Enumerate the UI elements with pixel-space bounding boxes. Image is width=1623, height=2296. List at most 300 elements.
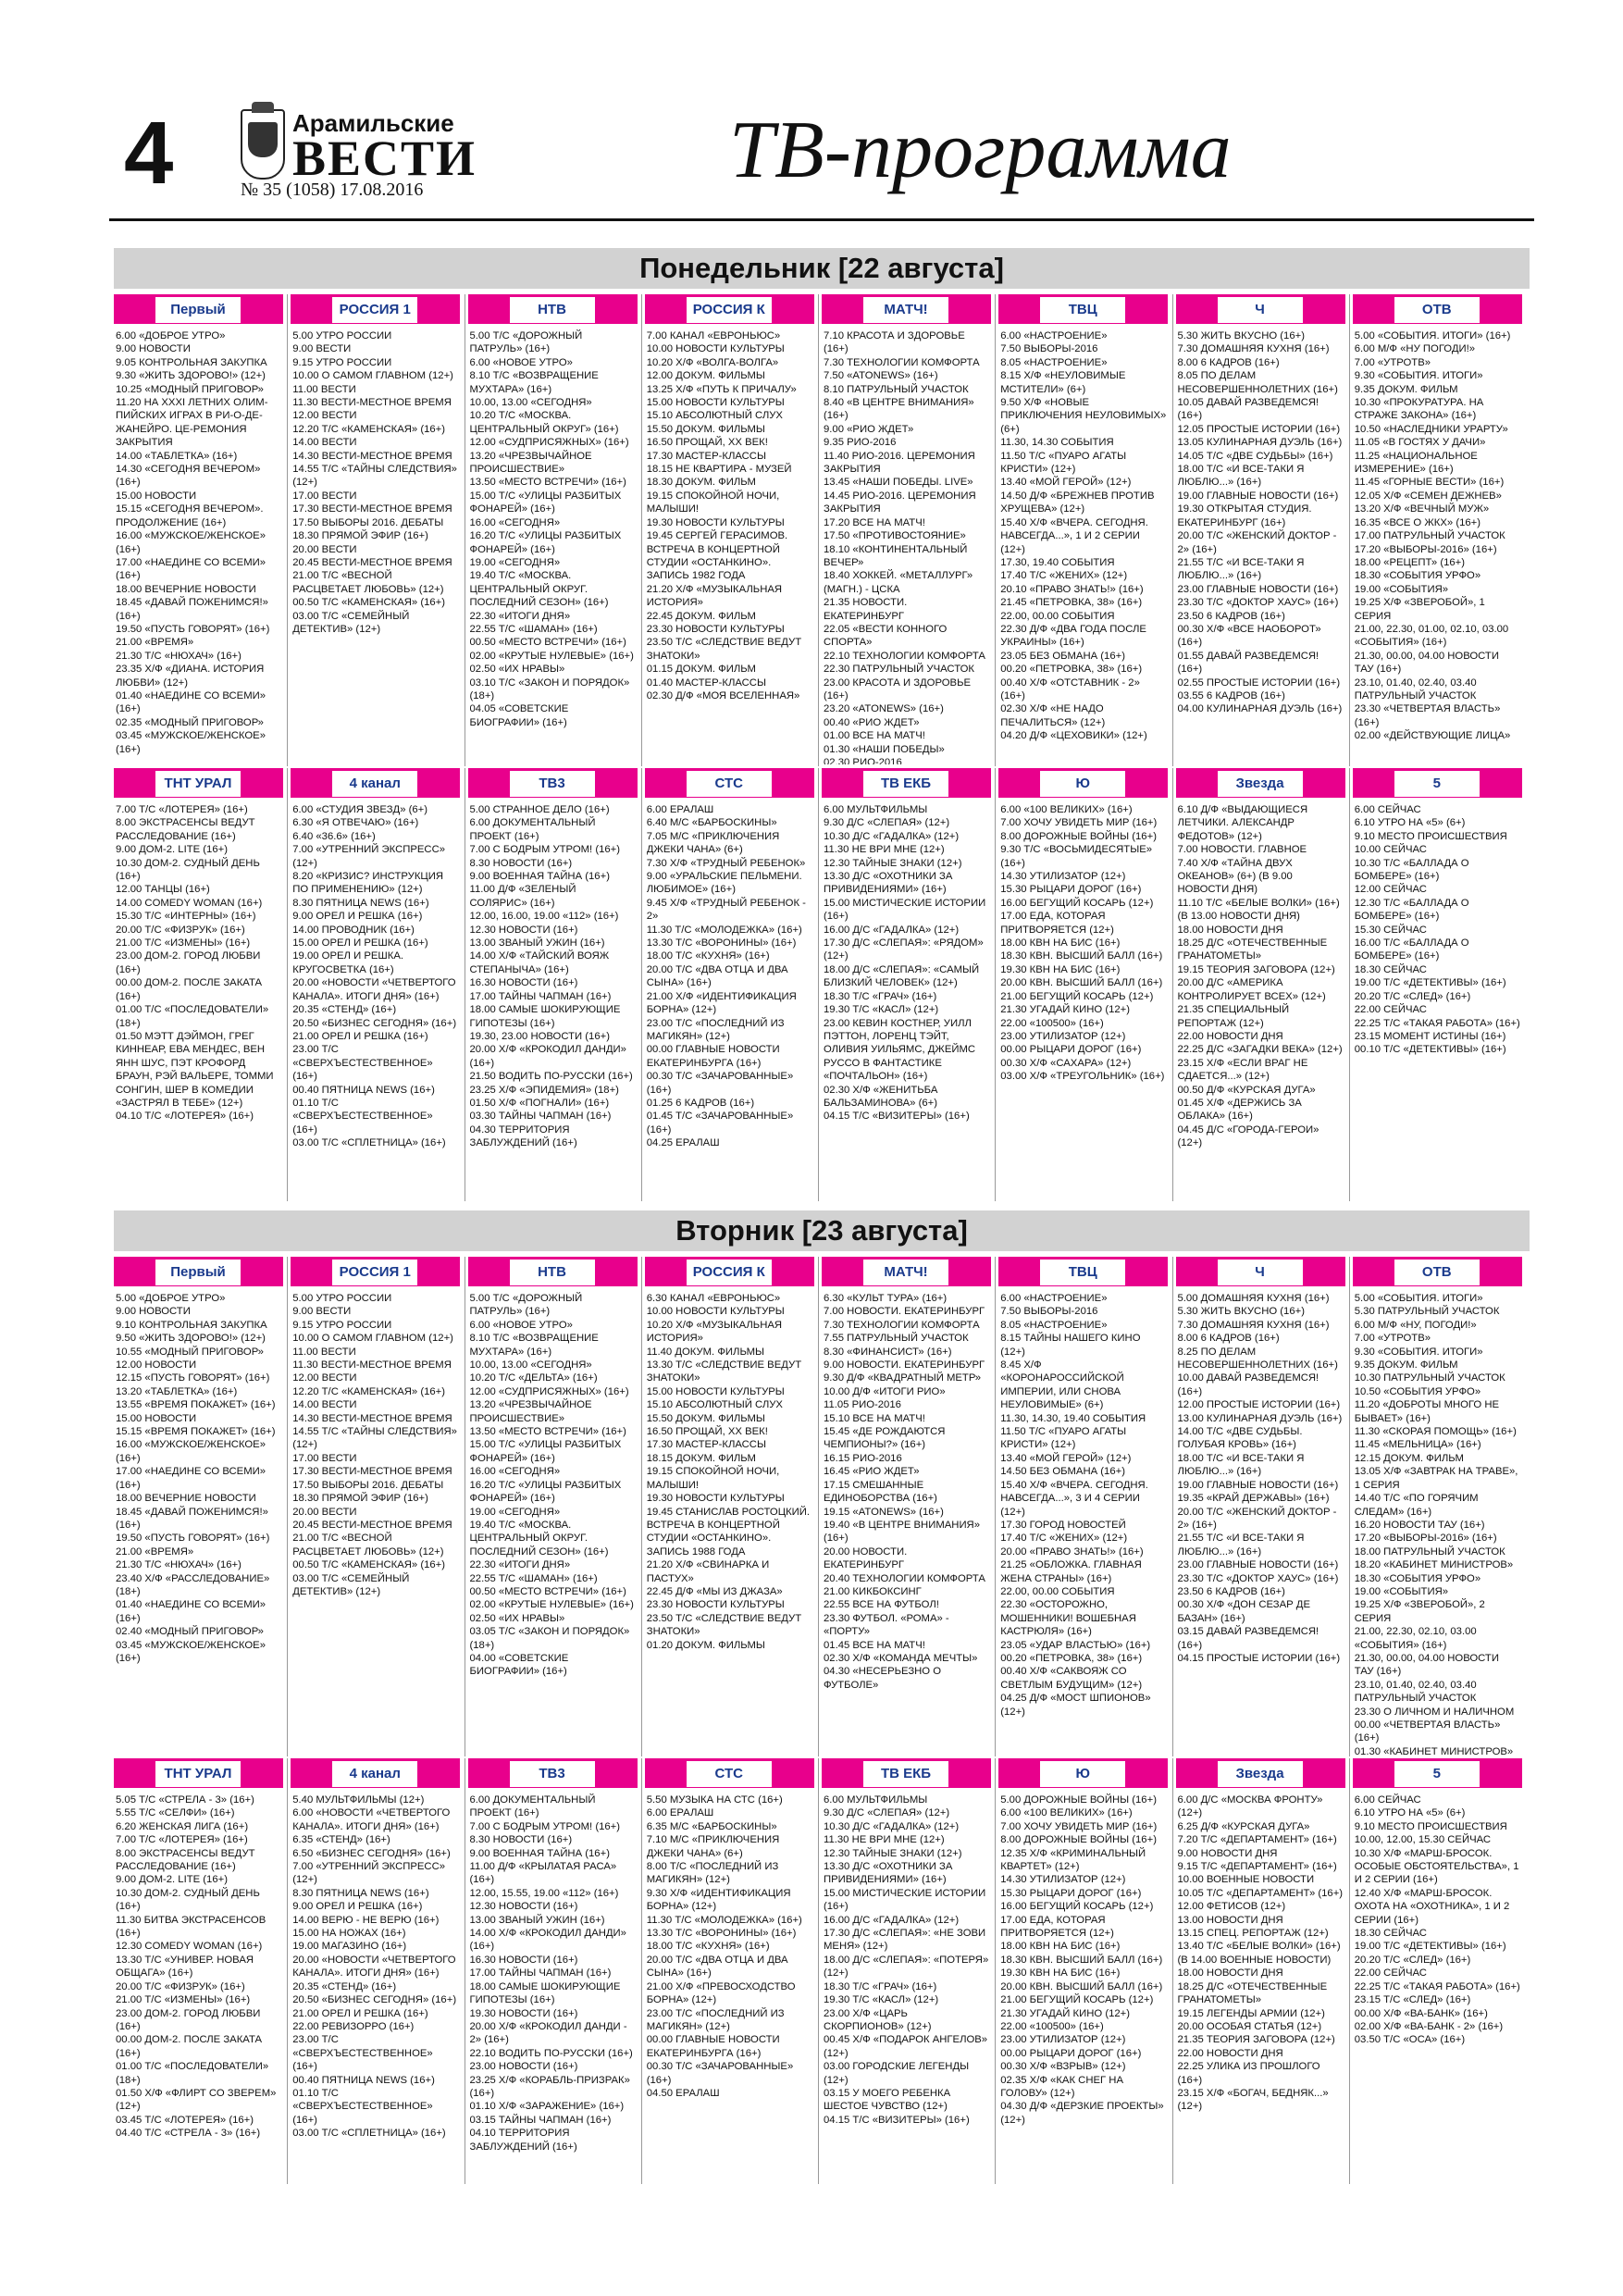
- program-list: [1178, 1292, 1344, 1755]
- program-entry: 11.20 НА XXXI ЛЕТНИХ ОЛИМ-ПИЙСКИХ ИГРАХ В РИ-О-ДЕ-ЖАНЕЙРО. ЦЕ-РЕМОНИЯ ЗАКРЫТИЯ: [116, 397, 268, 449]
- program-entry: 18.20 «КАБИНЕТ МИНИСТРОВ»: [1354, 1559, 1514, 1571]
- program-entry: 17.00 ПАТРУЛЬНЫЙ УЧАСТОК: [1354, 530, 1505, 542]
- program-entry: 17.30 Д/С «СЛЕПАЯ»: «НЕ ЗОВИ МЕНЯ» (12+): [824, 1928, 986, 1953]
- program-entry: 5.00 Т/С «ДОРОЖНЫЙ ПАТРУЛЬ» (16+): [469, 330, 583, 355]
- program-entry: 7.00 С БОДРЫМ УТРОМ! (16+): [469, 1820, 621, 1832]
- program-entry: 20.50 «БИЗНЕС СЕГОДНЯ» (16+): [292, 1994, 457, 2006]
- program-entry: 04.40 Т/С «СТРЕЛА - 3» (16+): [116, 2128, 261, 2140]
- program-entry: 6.00 «100 ВЕЛИКИХ» (16+): [1000, 804, 1133, 815]
- program-entry: 18.00 «РЕЦЕПТ» (16+): [1354, 556, 1466, 568]
- channel-logo: 4 канал: [331, 770, 418, 798]
- channel-logo: ОТВ: [1394, 1259, 1481, 1286]
- program-entry: 23.30 НОВОСТИ КУЛЬТУРЫ: [646, 1599, 785, 1611]
- program-entry: 13.50 «МЕСТО ВСТРЕЧИ» (16+): [469, 477, 626, 489]
- program-list: [1178, 329, 1344, 764]
- program-entry: 20.00 «НОВОСТИ «ЧЕТВЕРТОГО КАНАЛА». ИТОГИ ДНЯ» (16+): [292, 977, 456, 1002]
- program-entry: 01.10 Т/С «СВЕРХЪЕСТЕСТВЕННОЕ» (16+): [292, 2087, 433, 2126]
- program-entry: 00.20 «ПЕТРОВКА, 38» (16+): [1000, 1652, 1143, 1664]
- channel-logo-bar: [468, 768, 638, 798]
- program-entry: 12.00 ФЕТИСОВ (12+): [1177, 1901, 1286, 1913]
- channel-grid: [114, 1758, 1530, 2184]
- program-entry: 19.00 «СЕГОДНЯ»: [469, 556, 561, 568]
- program-entry: 04.50 ЕРАЛАШ: [646, 2087, 720, 2099]
- program-entry: 03.00 Т/С «СЕМЕЙНЫЙ ДЕТЕКТИВ» (12+): [292, 610, 410, 635]
- channel-logo: Ю: [1039, 770, 1126, 798]
- program-entry: 12.30 COMEDY WOMAN (16+): [116, 1941, 263, 1953]
- column-divider: [641, 768, 642, 1201]
- program-entry: 14.55 Т/С «ТАЙНЫ СЛЕДСТВИЯ» (12+): [292, 1426, 457, 1451]
- program-entry: 6.00 «НОВОСТИ «ЧЕТВЕРТОГО КАНАЛА». ИТОГИ ДНЯ» (16+): [292, 1807, 451, 1832]
- program-entry: 18.30 КВН. ВЫСШИЙ БАЛЛ (16+): [1000, 950, 1163, 962]
- program-entry: 14.00 Х/Ф «КРОКОДИЛ ДАНДИ» (16+): [469, 1928, 626, 1953]
- program-entry: 13.40 «МОЙ ГЕРОЙ» (12+): [1000, 1452, 1132, 1464]
- program-entry: 10.05 Т/С «ДЕПАРТАМЕНТ» (16+): [1177, 1887, 1344, 1899]
- program-entry: 23.15 Х/Ф «ЕСЛИ ВРАГ НЕ СДАЕТСЯ...» (12+): [1177, 1057, 1308, 1083]
- program-entry: 12.30 ТАЙНЫЕ ЗНАКИ (12+): [824, 1847, 962, 1859]
- program-entry: 14.30 УТИЛИЗАТОР (12+): [1000, 871, 1126, 883]
- program-entry: 15.30 Т/С «ИНТЕРНЫ» (16+): [116, 911, 256, 923]
- program-entry: 11.50 Т/С «ПУАРО АГАТЫ КРИСТИ» (12+): [1000, 450, 1127, 476]
- program-entry: 13.20 «ЧРЕЗВЫЧАЙНОЕ ПРОИСШЕСТВИЕ»: [469, 450, 592, 476]
- column-divider: [1172, 294, 1173, 766]
- program-entry: 5.05 Т/С «СТРЕЛА - 3» (16+): [116, 1794, 254, 1806]
- column-divider: [1349, 294, 1350, 766]
- program-entry: 9.30 «ЖИТЬ ЗДОРОВО!» (12+): [116, 370, 266, 382]
- channel-column: [645, 768, 814, 1201]
- program-entry: 11.30 НЕ ВРИ МНЕ (12+): [824, 844, 945, 856]
- program-entry: 6.10 Д/Ф «ВЫДАЮЩИЕСЯ ЛЕТЧИКИ. АЛЕКСАНДР ФЕДОТОВ» (12+): [1177, 804, 1308, 842]
- program-entry: 18.15 НЕ КВАРТИРА - МУЗЕЙ: [646, 464, 792, 476]
- program-entry: 11.30 Т/С «МОЛОДЕЖКА» (16+): [646, 1914, 802, 1926]
- program-entry: 9.00 ВОЕННАЯ ТАЙНА (16+): [469, 1847, 610, 1859]
- program-entry: 5.00 УТРО РОССИИ: [292, 330, 392, 341]
- program-list: [116, 803, 282, 1199]
- program-entry: 7.05 М/С «ПРИКЛЮЧЕНИЯ ДЖЕКИ ЧАНА» (6+): [646, 830, 780, 856]
- program-entry: 10.30 Д/С «ГАДАЛКА» (12+): [824, 830, 960, 842]
- program-entry: 19.00 ГЛАВНЫЕ НОВОСТИ (16+): [1177, 1479, 1339, 1491]
- program-entry: 04.15 ПРОСТЫЕ ИСТОРИИ (16+): [1177, 1652, 1341, 1664]
- program-entry: 5.00 ДОМАШНЯЯ КУХНЯ (16+): [1177, 1293, 1330, 1304]
- program-entry: 11.45 «МЕЛЬНИЦА» (16+): [1354, 1439, 1481, 1451]
- program-entry: 18.00 КВН НА БИС (16+): [1000, 1941, 1121, 1953]
- program-entry: 01.25 6 КАДРОВ (16+): [646, 1097, 755, 1109]
- program-entry: 03.45 «МУЖСКОЕ/ЖЕНСКОЕ» (16+): [116, 730, 266, 755]
- program-entry: 7.30 ТЕХНОЛОГИИ КОМФОРТА: [824, 356, 980, 368]
- channel-logo: 4 канал: [331, 1760, 418, 1788]
- program-entry: 8.30 НОВОСТИ (16+): [469, 857, 573, 869]
- program-entry: 19.30 Т/С «КАСЛ» (12+): [824, 1004, 939, 1016]
- program-entry: 16.00 «МУЖСКОЕ/ЖЕНСКОЕ» (16+): [116, 530, 266, 555]
- channel-column: [822, 294, 991, 766]
- program-entry: 23.00 НОВОСТИ (16+): [469, 2061, 578, 2073]
- program-entry: 23.00 Т/С «ПОСЛЕДНИЙ ИЗ МАГИКЯН» (12+): [646, 1017, 785, 1042]
- program-entry: 21.00 БЕГУЩИЙ КОСАРЬ (12+): [1000, 1994, 1154, 2006]
- program-entry: 18.00 НОВОСТИ ДНЯ: [1177, 924, 1283, 936]
- program-entry: 18.30 «СОБЫТИЯ УРФО»: [1354, 1572, 1481, 1584]
- program-entry: 01.45 ВСЕ НА МАТЧ!: [824, 1639, 925, 1651]
- program-entry: 9.15 Т/С «ДЕПАРТАМЕНТ» (16+): [1177, 1861, 1337, 1873]
- program-entry: 17.30 ВЕСТИ-МЕСТНОЕ ВРЕМЯ: [292, 1466, 452, 1478]
- program-entry: 23.00 ДОМ-2. ГОРОД ЛЮБВИ (16+): [116, 950, 261, 975]
- program-entry: 6.00 «НАСТРОЕНИЕ»: [1000, 1293, 1108, 1304]
- program-entry: 14.30 УТИЛИЗАТОР (12+): [1000, 1874, 1126, 1886]
- program-entry: 18.30 СЕЙЧАС: [1354, 1928, 1427, 1940]
- program-entry: 6.00 ДОКУМЕНТАЛЬНЫЙ ПРОЕКТ (16+): [469, 1794, 596, 1819]
- program-entry: 12.00 «СУДПРИСЯЖНЫХ» (16+): [469, 437, 629, 449]
- column-divider: [1172, 1758, 1173, 2184]
- program-entry: 16.00 Д/С «ГАДАЛКА» (12+): [824, 924, 960, 936]
- program-entry: 04.30 Д/Ф «ДЕРЗКИЕ ПРОЕКТЫ» (12+): [1000, 2101, 1164, 2126]
- program-entry: 11.30 «СКОРАЯ ПОМОЩЬ» (16+): [1354, 1426, 1517, 1438]
- program-entry: 7.00 «УТРОТВ»: [1354, 1333, 1431, 1345]
- column-divider: [287, 1257, 288, 1756]
- program-entry: 23.50 6 КАДРОВ (16+): [1177, 610, 1285, 622]
- program-entry: 11.05 РИО-2016: [824, 1399, 901, 1411]
- program-entry: 22.00 СЕЙЧАС: [1354, 1004, 1427, 1016]
- program-entry: 19.15 СПОКОЙНОЙ НОЧИ, МАЛЫШИ!: [646, 1466, 780, 1491]
- program-entry: 9.45 Х/Ф «ТРУДНЫЙ РЕБЕНОК - 2»: [646, 897, 806, 923]
- channel-logo: СТС: [686, 770, 773, 798]
- channel-logo: ОТВ: [1394, 296, 1481, 324]
- program-entry: 01.40 МАСТЕР-КЛАССЫ: [646, 676, 766, 689]
- program-entry: 8.00 ДОРОЖНЫЕ ВОЙНЫ (16+): [1000, 830, 1157, 842]
- program-entry: 15.00 Т/С «УЛИЦЫ РАЗБИТЫХ ФОНАРЕЙ» (16+): [469, 490, 622, 515]
- program-entry: 14.00 ПРОВОДНИК (16+): [292, 924, 415, 936]
- program-entry: 16.00 Т/С «БАЛЛАДА О БОМБЕРЕ» (16+): [1354, 937, 1469, 962]
- program-entry: 00.50 Т/С «КАМЕНСКАЯ» (16+): [292, 1559, 446, 1571]
- program-entry: 13.30 Т/С «ВОРОНИНЫ» (16+): [646, 1928, 797, 1940]
- column-divider: [995, 294, 996, 766]
- program-entry: 20.00 КВН. ВЫСШИЙ БАЛЛ (16+): [1000, 977, 1163, 989]
- program-entry: 01.30 «КАБИНЕТ МИНИСТРОВ»: [1354, 1745, 1514, 1755]
- program-list: [1355, 803, 1521, 1199]
- program-entry: 13.40 Т/С «БЕЛЫЕ ВОЛКИ» (16+) (В 14.00 ВОЕННЫЕ НОВОСТИ): [1177, 1941, 1341, 1966]
- program-entry: 5.00 Т/С «ДОРОЖНЫЙ ПАТРУЛЬ» (16+): [469, 1293, 583, 1318]
- program-entry: 00.50 «МЕСТО ВСТРЕЧИ» (16+): [469, 1585, 626, 1597]
- program-entry: 9.30 «СОБЫТИЯ. ИТОГИ»: [1354, 370, 1483, 382]
- program-entry: 16.20 НОВОСТИ ТАУ (16+): [1354, 1519, 1485, 1531]
- program-entry: 00.00 ГЛАВНЫЕ НОВОСТИ ЕКАТЕРИНБУРГА (16+): [646, 1044, 780, 1069]
- program-entry: 14.00 COMEDY WOMAN (16+): [116, 897, 263, 909]
- program-entry: 04.25 ЕРАЛАШ: [646, 1137, 720, 1149]
- program-entry: 6.10 УТРО НА «5» (6+): [1354, 817, 1466, 829]
- program-entry: 19.50 «ПУСТЬ ГОВОРЯТ» (16+): [116, 623, 270, 635]
- channel-logo: Звезда: [1217, 1760, 1304, 1788]
- channel-column: [998, 768, 1168, 1201]
- program-entry: 7.00 НОВОСТИ. ЕКАТЕРИНБУРГ: [824, 1306, 985, 1318]
- program-entry: 12.00 ТАНЦЫ (16+): [116, 884, 210, 896]
- program-entry: 7.00 ХОЧУ УВИДЕТЬ МИР (16+): [1000, 1820, 1158, 1832]
- program-entry: 23.35 Х/Ф «ДИАНА. ИСТОРИЯ ЛЮБВИ» (12+): [116, 664, 265, 689]
- program-entry: 15.00 НОВОСТИ: [116, 490, 197, 502]
- program-entry: 22.25 Т/С «ТАКАЯ РАБОТА» (16+): [1354, 1980, 1520, 1992]
- program-entry: 10.00 Д/Ф «ИТОГИ РИО»: [824, 1385, 946, 1397]
- channel-column: [645, 294, 814, 766]
- program-entry: 19.15 ТЕОРИЯ ЗАГОВОРА (12+): [1177, 963, 1335, 975]
- program-entry: 10.30 ДОМ-2. СУДНЫЙ ДЕНЬ (16+): [116, 857, 260, 883]
- program-entry: 9.30 Д/С «СЛЕПАЯ» (12+): [824, 1807, 950, 1819]
- channel-column: [468, 1758, 638, 2184]
- program-entry: 9.00 НОВОСТИ: [116, 343, 191, 355]
- channel-grid: [114, 294, 1530, 766]
- program-entry: 04.10 ТЕРРИТОРИЯ ЗАБЛУЖДЕНИЙ (16+): [469, 2128, 577, 2153]
- program-entry: 6.00 СЕЙЧАС: [1354, 1794, 1421, 1806]
- channel-column: [114, 1758, 283, 2184]
- program-entry: 20.00 ВЕСТИ: [292, 543, 357, 555]
- program-entry: 9.00 «РИО ЖДЕТ»: [824, 423, 914, 435]
- column-divider: [1172, 1257, 1173, 1756]
- program-entry: 21.30, 00.00, 04.00 НОВОСТИ ТАУ (16+): [1354, 1652, 1499, 1678]
- program-entry: 7.10 КРАСОТА И ЗДОРОВЬЕ (16+): [824, 330, 965, 355]
- program-entry: 10.00 НОВОСТИ КУЛЬТУРЫ: [646, 1306, 785, 1318]
- program-entry: 7.00 Т/С «ЛОТЕРЕЯ» (16+): [116, 1834, 248, 1846]
- channel-column: [468, 294, 638, 766]
- program-entry: 17.00 ТАЙНЫ ЧАПМАН (16+): [469, 1967, 612, 1980]
- program-entry: 23.30 НОВОСТИ КУЛЬТУРЫ: [646, 623, 785, 635]
- column-divider: [818, 1758, 819, 2184]
- program-entry: 13.30 Д/С «ОХОТНИКИ ЗА ПРИВИДЕНИЯМИ» (16+): [824, 1861, 953, 1886]
- program-entry: 15.00 НОВОСТИ КУЛЬТУРЫ: [646, 1385, 785, 1397]
- program-entry: 01.30 «НАШИ ПОБЕДЫ»: [824, 743, 945, 755]
- program-entry: 8.40 «В ЦЕНТРЕ ВНИМАНИЯ» (16+): [824, 397, 974, 422]
- program-entry: 00.30 Х/Ф «ВСЕ НАОБОРОТ» (16+): [1177, 623, 1321, 649]
- column-divider: [287, 768, 288, 1201]
- program-entry: 12.30 Т/С «БАЛЛАДА О БОМБЕРЕ» (16+): [1354, 897, 1469, 923]
- program-entry: 21.20 Х/Ф «СВИНАРКА И ПАСТУХ»: [646, 1559, 770, 1584]
- program-entry: 12.00 «СУДПРИСЯЖНЫХ» (16+): [469, 1385, 629, 1397]
- program-entry: 6.00 ЕРАЛАШ: [646, 1807, 714, 1819]
- program-entry: 20.50 «БИЗНЕС СЕГОДНЯ» (16+): [292, 1017, 457, 1029]
- program-entry: 04.15 Т/С «ВИЗИТЕРЫ» (16+): [824, 2114, 970, 2126]
- program-entry: 5.55 Т/С «СЕЛФИ» (16+): [116, 1807, 235, 1819]
- program-entry: 18.00 ПАТРУЛЬНЫЙ УЧАСТОК: [1354, 1545, 1505, 1558]
- program-entry: 12.00 СЕЙЧАС: [1354, 884, 1427, 896]
- channel-logo-bar: [291, 294, 460, 324]
- program-entry: 23.15 Х/Ф «БОГАЧ, БЕДНЯК...» (12+): [1177, 2087, 1329, 2113]
- program-entry: 19.30 НОВОСТИ КУЛЬТУРЫ: [646, 1493, 785, 1505]
- program-entry: 10.00, 13.00 «СЕГОДНЯ»: [469, 1359, 592, 1371]
- program-entry: 21.00 ОРЕЛ И РЕШКА (16+): [292, 2007, 428, 2019]
- program-entry: 7.00 ХОЧУ УВИДЕТЬ МИР (16+): [1000, 817, 1158, 829]
- program-entry: 00.30 Т/С «ЗАЧАРОВАННЫЕ» (16+): [646, 2061, 794, 2086]
- program-entry: 16.45 «РИО ЖДЕТ»: [824, 1466, 920, 1478]
- program-entry: 00.50 «МЕСТО ВСТРЕЧИ» (16+): [469, 637, 626, 649]
- program-entry: 6.50 «БИЗНЕС СЕГОДНЯ» (16+): [292, 1847, 451, 1859]
- column-divider: [641, 1758, 642, 2184]
- program-entry: 11.30 БИТВА ЭКСТРАСЕНСОВ (16+): [116, 1914, 266, 1940]
- channel-logo: МАТЧ!: [862, 1259, 949, 1286]
- program-entry: 00.40 Х/Ф «ОТСТАВНИК - 2» (16+): [1000, 676, 1140, 701]
- program-entry: 22.30 Д/Ф «ДВА ГОДА ПОСЛЕ УКРАИНЫ» (16+): [1000, 623, 1146, 649]
- program-entry: 01.00 ВСЕ НА МАТЧ!: [824, 730, 925, 742]
- program-entry: 17.30 ВЕСТИ-МЕСТНОЕ ВРЕМЯ: [292, 503, 452, 515]
- program-entry: 23.30 «ЧЕТВЕРТАЯ ВЛАСТЬ» (16+): [1354, 703, 1501, 728]
- program-entry: 12.35 Х/Ф «КРИМИНАЛЬНЫЙ КВАРТЕТ» (12+): [1000, 1847, 1146, 1873]
- program-list: [824, 1793, 990, 2182]
- program-entry: 12.00 НОВОСТИ: [116, 1359, 197, 1371]
- program-entry: 13.25 Х/Ф «ПУТЬ К ПРИЧАЛУ»: [646, 383, 797, 395]
- program-entry: 11.45 «ГОРНЫЕ ВЕСТИ» (16+): [1354, 477, 1505, 489]
- program-entry: 23.00 ГЛАВНЫЕ НОВОСТИ (16+): [1177, 583, 1339, 595]
- program-entry: 10.20 Х/Ф «ВОЛГА-ВОЛГА»: [646, 356, 779, 368]
- program-entry: 6.00 М/Ф «НУ, ПОГОДИ!»: [1354, 1319, 1477, 1331]
- channel-logo-bar: [1176, 768, 1345, 798]
- channel-logo: Ч: [1217, 1259, 1304, 1286]
- program-entry: 11.40 ДОКУМ. ФИЛЬМЫ: [646, 1346, 765, 1358]
- program-entry: 20.00 Т/С «ЖЕНСКИЙ ДОКТОР - 2» (16+): [1177, 530, 1337, 555]
- program-entry: 16.20 Т/С «УЛИЦЫ РАЗБИТЫХ ФОНАРЕЙ» (16+): [469, 530, 622, 555]
- program-entry: 16.20 Т/С «УЛИЦЫ РАЗБИТЫХ ФОНАРЕЙ» (16+): [469, 1479, 622, 1505]
- program-entry: 13.20 «ЧРЕЗВЫЧАЙНОЕ ПРОИСШЕСТВИЕ»: [469, 1399, 592, 1424]
- program-entry: 23.20 «ATONEWS» (16+): [824, 703, 944, 715]
- day-header: Вторник [23 августа]: [114, 1210, 1530, 1251]
- program-entry: 19.45 СТАНИСЛАВ РОСТОЦКИЙ. ВСТРЕЧА В КОНЦЕРТНОЙ СТУДИИ «ОСТАНКИНО». ЗАПИСЬ 1988 ГОДА: [646, 1506, 811, 1558]
- program-entry: 16.00 Д/С «ГАДАЛКА» (12+): [824, 1914, 960, 1926]
- program-entry: 16.00 «МУЖСКОЕ/ЖЕНСКОЕ» (16+): [116, 1439, 266, 1464]
- program-entry: 00.00 РЫЦАРИ ДОРОГ (16+): [1000, 1044, 1142, 1056]
- program-entry: 00.10 Т/С «ДЕТЕКТИВЫ» (16+): [1354, 1044, 1506, 1056]
- program-entry: 15.00 ОРЕЛ И РЕШКА (16+): [292, 937, 428, 949]
- program-entry: 19.45 СЕРГЕЙ ГЕРАСИМОВ. ВСТРЕЧА В КОНЦЕРТНОЙ СТУДИИ «ОСТАНКИНО». ЗАПИСЬ 1982 ГОДА: [646, 530, 788, 582]
- program-entry: 19.15 «ATONEWS» (16+): [824, 1506, 944, 1518]
- channel-column: [114, 1257, 283, 1756]
- program-entry: 18.00 САМЫЕ ШОКИРУЮЩИЕ ГИПОТЕЗЫ (16+): [469, 1980, 621, 2006]
- program-entry: 04.45 Д/С «ГОРОДА-ГЕРОИ» (12+): [1177, 1123, 1319, 1149]
- program-entry: 6.00 ЕРАЛАШ: [646, 804, 714, 815]
- program-entry: 19.30 Т/С «КАСЛ» (12+): [824, 1994, 939, 2006]
- program-entry: 22.45 Д/Ф «МЫ ИЗ ДЖАЗА»: [646, 1585, 783, 1597]
- program-entry: 18.00 Т/С «КУХНЯ» (16+): [646, 1941, 770, 1953]
- channel-logo: ТНТ УРАЛ: [155, 1760, 242, 1788]
- program-entry: 10.00 СЕЙЧАС: [1354, 844, 1427, 856]
- program-entry: 9.50 «ЖИТЬ ЗДОРОВО!» (12+): [116, 1333, 266, 1345]
- column-divider: [1349, 1758, 1350, 2184]
- channel-logo-bar: [291, 768, 460, 798]
- program-entry: 01.50 Х/Ф «ПОГНАЛИ» (16+): [469, 1097, 610, 1109]
- program-entry: 6.00 МУЛЬТФИЛЬМЫ: [824, 1794, 928, 1806]
- column-divider: [818, 294, 819, 766]
- column-divider: [287, 1758, 288, 2184]
- program-entry: 19.30 КВН НА БИС (16+): [1000, 1967, 1121, 1980]
- program-entry: 00.00 «ЧЕТВЕРТАЯ ВЛАСТЬ» (16+): [1354, 1719, 1501, 1744]
- program-entry: 12.00 ВЕСТИ: [292, 1372, 357, 1384]
- program-entry: 17.00 ВЕСТИ: [292, 490, 357, 502]
- program-entry: 01.20 ДОКУМ. ФИЛЬМЫ: [646, 1639, 765, 1651]
- program-entry: 19.25 Х/Ф «ЗВЕРОБОЙ», 2 СЕРИЯ: [1354, 1599, 1485, 1624]
- page-number: 4: [124, 104, 174, 203]
- program-entry: 8.05 ПО ДЕЛАМ НЕСОВЕРШЕННОЛЕТНИХ (16+): [1177, 370, 1338, 395]
- program-entry: 6.00 «100 ВЕЛИКИХ» (16+): [1000, 1807, 1133, 1819]
- channel-logo-bar: [645, 1758, 814, 1788]
- program-entry: 03.15 ДАВАЙ РАЗВЕДЕМСЯ! (16+): [1177, 1626, 1319, 1651]
- program-entry: 12.15 «ПУСТЬ ГОВОРЯТ» (16+): [116, 1372, 270, 1384]
- program-entry: 7.00 «УТРЕННИЙ ЭКСПРЕСС» (12+): [292, 1861, 446, 1886]
- program-entry: 20.00 Т/С «ЖЕНСКИЙ ДОКТОР - 2» (16+): [1177, 1506, 1337, 1531]
- program-entry: 10.00 О САМОМ ГЛАВНОМ (12+): [292, 370, 453, 382]
- program-entry: 04.00 КУЛИНАРНАЯ ДУЭЛЬ (16+): [1177, 703, 1343, 715]
- program-entry: 8.05 «НАСТРОЕНИЕ»: [1000, 1319, 1108, 1331]
- program-entry: 19.00 ОРЕЛ И РЕШКА. КРУГОСВЕТКА (16+): [292, 950, 404, 975]
- program-entry: 20.00 ОСОБАЯ СТАТЬЯ (12+): [1177, 2020, 1322, 2032]
- program-entry: 19.30 КВН НА БИС (16+): [1000, 963, 1121, 975]
- program-entry: 21.00 Т/С «ИЗМЕНЫ» (16+): [116, 937, 251, 949]
- program-entry: 9.00 ВЕСТИ: [292, 1306, 352, 1318]
- channel-logo-bar: [645, 768, 814, 798]
- program-entry: 13.20 «ТАБЛЕТКА» (16+): [116, 1385, 238, 1397]
- program-entry: 6.40 М/С «БАРБОСКИНЫ»: [646, 817, 777, 829]
- program-entry: 12.20 Т/С «КАМЕНСКАЯ» (16+): [292, 1385, 446, 1397]
- program-entry: 9.30 Д/С «СЛЕПАЯ» (12+): [824, 817, 950, 829]
- program-entry: 10.00 НОВОСТИ КУЛЬТУРЫ: [646, 343, 785, 355]
- program-entry: 9.00 ОРЕЛ И РЕШКА (16+): [292, 1901, 423, 1913]
- program-entry: 7.00 НОВОСТИ. ГЛАВНОЕ: [1177, 844, 1307, 856]
- channel-column: [114, 294, 283, 766]
- channel-logo-bar: [114, 768, 283, 798]
- program-entry: 21.00 «ВРЕМЯ»: [116, 1545, 194, 1558]
- program-entry: 9.35 ДОКУМ. ФИЛЬМ: [1354, 1359, 1458, 1371]
- channel-column: [1353, 1257, 1522, 1756]
- program-entry: 14.50 Д/Ф «БРЕЖНЕВ ПРОТИВ ХРУЩЕВА» (12+): [1000, 490, 1155, 515]
- program-entry: 10.20 Т/С «МОСКВА. ЦЕНТРАЛЬНЫЙ ОКРУГ» (16+): [469, 410, 619, 435]
- program-entry: 22.55 ВСЕ НА ФУТБОЛ!: [824, 1599, 939, 1611]
- program-entry: 01.45 Х/Ф «ДЕРЖИСЬ ЗА ОБЛАКА» (16+): [1177, 1097, 1302, 1123]
- program-entry: 02.30 Х/Ф «КОМАНДА МЕЧТЫ»: [824, 1652, 978, 1664]
- program-entry: 23.30 Т/С «ДОКТОР ХАУС» (16+): [1177, 1572, 1339, 1584]
- program-entry: 03.45 «МУЖСКОЕ/ЖЕНСКОЕ» (16+): [116, 1639, 266, 1664]
- channel-logo-bar: [822, 768, 991, 798]
- column-divider: [641, 1257, 642, 1756]
- program-entry: 03.00 Т/С «СПЛЕТНИЦА» (16+): [292, 2128, 446, 2140]
- program-entry: 17.15 СМЕШАННЫЕ ЕДИНОБОРСТВА (16+): [824, 1479, 937, 1505]
- program-entry: 13.00 ЗВАНЫЙ УЖИН (16+): [469, 937, 605, 949]
- program-entry: 15.40 Х/Ф «ВЧЕРА. СЕГОДНЯ. НАВСЕГДА...», 3 И 4 СЕРИИ (12+): [1000, 1479, 1148, 1518]
- program-entry: 12.00, 16.00, 19.00 «112» (16+): [469, 911, 619, 923]
- program-entry: 9.10 МЕСТО ПРОИСШЕСТВИЯ: [1354, 830, 1507, 842]
- program-entry: 03.15 У МОЕГО РЕБЕНКА ШЕСТОЕ ЧУВСТВО (12+): [824, 2087, 951, 2113]
- program-entry: 17.20 «ВЫБОРЫ-2016» (16+): [1354, 543, 1497, 555]
- program-entry: 13.30 Т/С «ВОРОНИНЫ» (16+): [646, 937, 797, 949]
- program-entry: 15.30 СЕЙЧАС: [1354, 924, 1427, 936]
- channel-logo-bar: [114, 1257, 283, 1286]
- program-entry: 22.55 Т/С «ШАМАН» (16+): [469, 623, 598, 635]
- program-entry: 7.30 ДОМАШНЯЯ КУХНЯ (16+): [1177, 1319, 1330, 1331]
- program-entry: 02.00 «КРУТЫЕ НУЛЕВЫЕ» (16+): [469, 1599, 634, 1611]
- program-entry: 9.00 ВОЕННАЯ ТАЙНА (16+): [469, 871, 610, 883]
- page-header: [109, 93, 1534, 222]
- program-entry: 8.30 «ФИНАНСИСТ» (16+): [824, 1346, 952, 1358]
- program-entry: 23.10, 01.40, 02.40, 03.40 ПАТРУЛЬНЫЙ УЧАСТОК: [1354, 1679, 1477, 1705]
- program-entry: 7.30 ТЕХНОЛОГИИ КОМФОРТА: [824, 1319, 980, 1331]
- program-entry: 19.00 ГЛАВНЫЕ НОВОСТИ (16+): [1177, 490, 1339, 502]
- channel-logo-bar: [998, 294, 1168, 324]
- program-entry: 01.10 Т/С «СВЕРХЪЕСТЕСТВЕННОЕ» (16+): [292, 1097, 433, 1136]
- crest-icon: [241, 109, 285, 180]
- program-entry: 17.20 «ВЫБОРЫ-2016» (16+): [1354, 1533, 1497, 1545]
- program-entry: 11.00 Д/Ф «ЗЕЛЕНЫЙ СОЛЯРИС» (16+): [469, 884, 576, 909]
- program-entry: 13.30 Т/С «УНИВЕР. НОВАЯ ОБЩАГА» (16+): [116, 1954, 254, 1980]
- program-entry: 00.45 Х/Ф «ПОДАРОК АНГЕЛОВ» (12+): [824, 2034, 988, 2059]
- program-entry: 20.00 Т/С «ФИЗРУК» (16+): [116, 924, 245, 936]
- program-entry: 11.00 ВЕСТИ: [292, 1346, 356, 1358]
- program-entry: 03.55 6 КАДРОВ (16+): [1177, 689, 1285, 701]
- program-entry: 15.00 НОВОСТИ: [116, 1412, 197, 1424]
- program-entry: 14.00 Х/Ф «ТАЙСКИЙ ВОЯЖ СТЕПАНЫЧА» (16+): [469, 950, 610, 975]
- program-entry: 9.15 УТРО РОССИИ: [292, 356, 392, 368]
- program-entry: 00.00 ДОМ-2. ПОСЛЕ ЗАКАТА (16+): [116, 2034, 263, 2059]
- program-entry: 23.00 КРАСОТА И ЗДОРОВЬЕ (16+): [824, 676, 972, 701]
- program-entry: 6.20 ЖЕНСКАЯ ЛИГА (16+): [116, 1820, 249, 1832]
- program-entry: 21.00, 22.30, 01.00, 02.10, 03.00 «СОБЫТИЯ» (16+): [1354, 623, 1509, 649]
